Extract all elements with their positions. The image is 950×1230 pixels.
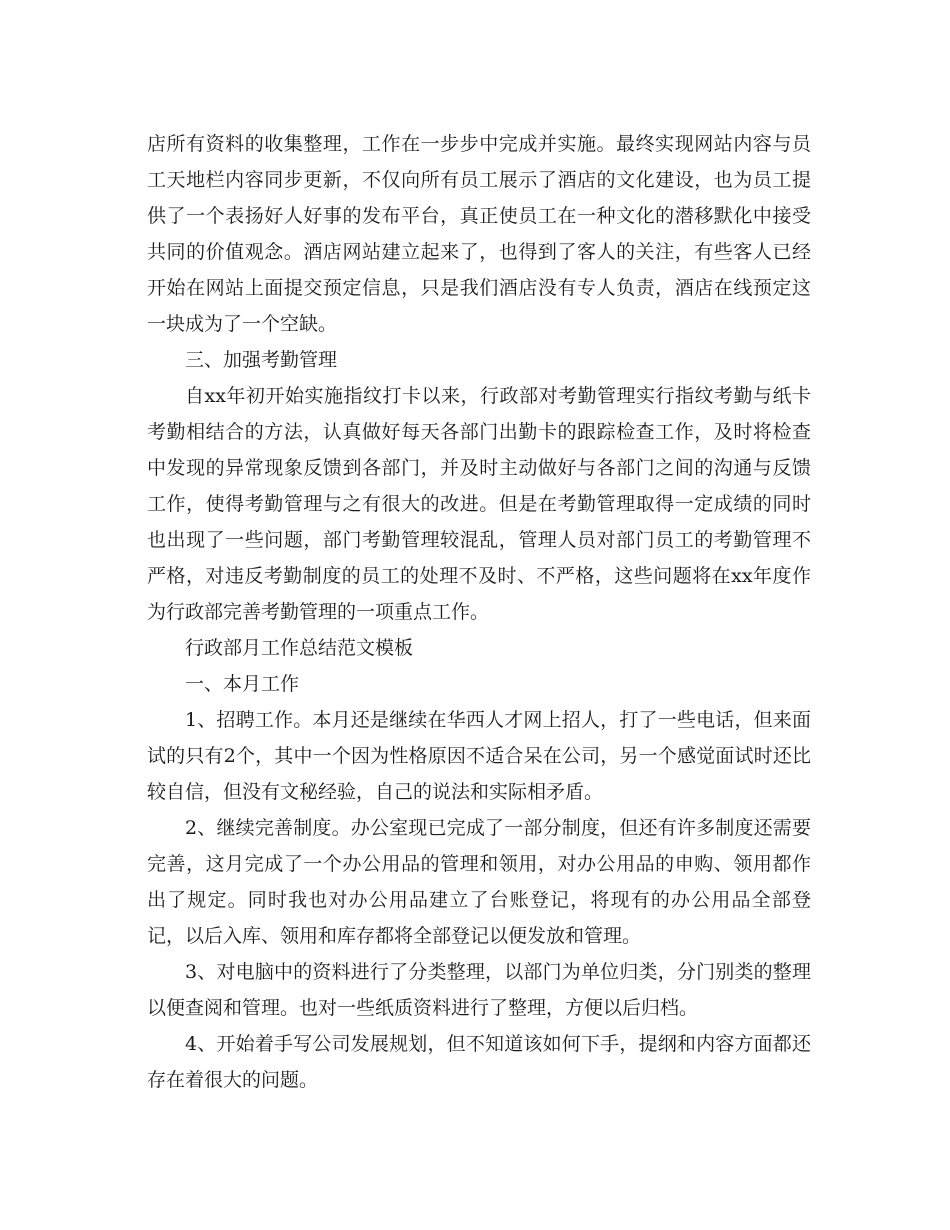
paragraph-regulations: 2、继续完善制度。办公室现已完成了一部分制度，但还有许多制度还需要完善，这月完成了一个办公用品的管理和领用，对办公用品的申购、领用都作出了规定。同时我也对办公用品建立了台账登记，将现有的办公用品全部登记，以后入库、领用和库存都将全部登记以便发放和管理。 [147,817,811,947]
paragraph-attendance: 自xx年初开始实施指纹打卡以来，行政部对考勤管理实行指纹考勤与纸卡考勤相结合的方法，认真做好每天各部门出勤卡的跟踪检查工作，及时将检查中发现的异常现象反馈到各部门，并及时主动做好与各部门之间的沟通与反馈工作，使得考勤管理与之有很大的改进。但是在考勤管理取得一定成绩的同时也出现了一些问题，部门考勤管理较混乱，管理人员对部门员工的考勤管理不严格，对违反考勤制度的员工的处理不及时、不严格，这些问题将在xx年度作为行政部完善考勤管理的一项重点工作。 [147,385,811,623]
paragraph-development-plan: 4、开始着手写公司发展规划，但不知道该如何下手，提纲和内容方面都还存在着很大的问题。 [147,1033,811,1091]
paragraph-recruitment: 1、招聘工作。本月还是继续在华西人才网上招人，打了一些电话，但来面试的只有2个，其中一个因为性格原因不适合呆在公司，另一个感觉面试时还比较自信，但没有文秘经验，自己的说法和实际相矛盾。 [147,709,811,803]
section-heading-attendance: 三、加强考勤管理 [185,349,338,371]
document-subtitle: 行政部月工作总结范文模板 [185,637,414,659]
section-heading-monthly-work: 一、本月工作 [185,673,300,695]
paragraph-website-summary: 店所有资料的收集整理，工作在一步步中完成并实施。最终实现网站内容与员工天地栏内容同步更新，不仅向所有员工展示了酒店的文化建设，也为员工提供了一个表扬好人好事的发布平台，真正使员工在一种文化的潜移默化中接受共同的价值观念。酒店网站建立起来了，也得到了客人的关注，有些客人已经开始在网站上面提交预定信息，只是我们酒店没有专人负责，酒店在线预定这一块成为了一个空缺。 [147,133,811,335]
paragraph-file-organization: 3、对电脑中的资料进行了分类整理，以部门为单位归类，分门别类的整理以便查阅和管理。也对一些纸质资料进行了整理，方便以后归档。 [147,961,811,1019]
document-body [147,126,811,1098]
